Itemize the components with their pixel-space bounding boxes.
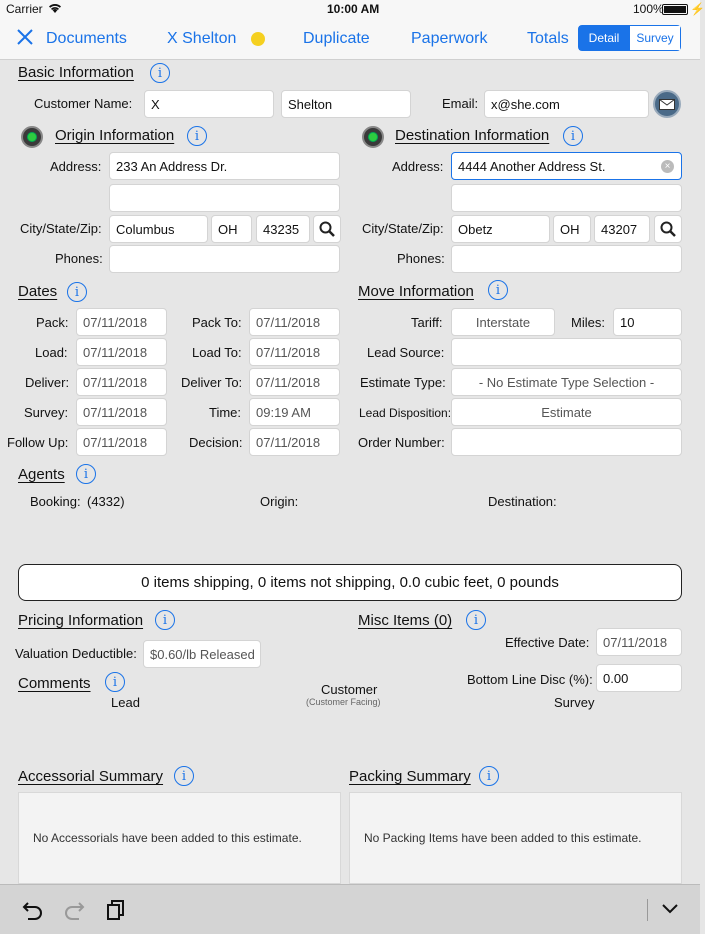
keyboard-shortcut-bar xyxy=(0,884,700,934)
toolbar-divider xyxy=(647,899,648,921)
load-date-field[interactable]: 07/11/2018 xyxy=(76,338,167,366)
origin-info-icon[interactable]: i xyxy=(187,126,207,146)
origin-city-field[interactable]: Columbus xyxy=(109,215,208,243)
origin-agent-label[interactable]: Origin: xyxy=(260,494,299,509)
packing-summary-box[interactable] xyxy=(349,792,682,884)
totals-link[interactable]: Totals xyxy=(527,30,569,47)
segment-detail[interactable]: Detail xyxy=(579,26,629,50)
lead-comment-tab[interactable]: Lead xyxy=(111,695,140,710)
basic-info-heading: Basic Information xyxy=(18,64,134,81)
survey-date-field[interactable]: 07/11/2018 xyxy=(76,398,167,426)
view-segmented-control xyxy=(578,25,681,51)
follow-up-label: Follow Up: xyxy=(7,435,69,450)
origin-phones-field[interactable] xyxy=(109,245,340,273)
packing-info-icon[interactable]: i xyxy=(479,766,499,786)
destination-heading: Destination Information xyxy=(395,127,550,144)
effective-date-field[interactable]: 07/11/2018 xyxy=(596,628,682,656)
shipping-summary-bar[interactable]: 0 items shipping, 0 items not shipping, 0.0 cubic feet, 0 pounds xyxy=(18,564,682,601)
booking-agent-label: Booking: xyxy=(30,494,81,509)
follow-up-date-field[interactable]: 07/11/2018 xyxy=(76,428,167,456)
pack-to-date-field[interactable]: 07/11/2018 xyxy=(249,308,340,336)
basic-info-icon[interactable]: i xyxy=(150,63,170,83)
dates-info-icon[interactable]: i xyxy=(67,282,87,302)
tariff-label: Tariff: xyxy=(411,315,443,330)
misc-info-icon[interactable]: i xyxy=(466,610,486,630)
dest-address2-field[interactable] xyxy=(451,184,682,212)
dest-address-label: Address: xyxy=(392,159,444,174)
tariff-field[interactable]: Interstate xyxy=(451,308,555,336)
dest-search-icon[interactable] xyxy=(654,215,682,243)
first-name-field[interactable]: X xyxy=(144,90,274,118)
dest-phones-field[interactable] xyxy=(451,245,682,273)
effective-date-label: Effective Date: xyxy=(505,635,590,650)
close-icon[interactable] xyxy=(16,28,34,49)
pack-date-field[interactable]: 07/11/2018 xyxy=(76,308,167,336)
origin-zip-field[interactable]: 43235 xyxy=(256,215,310,243)
status-dot xyxy=(251,32,265,46)
redo-icon[interactable] xyxy=(63,900,85,923)
pack-label: Pack: xyxy=(36,315,69,330)
deliver-label: Deliver: xyxy=(25,375,70,390)
origin-address-label: Address: xyxy=(50,159,102,174)
time-label: Time: xyxy=(209,405,242,420)
deliver-date-field[interactable]: 07/11/2018 xyxy=(76,368,167,396)
origin-search-icon[interactable] xyxy=(313,215,341,243)
lead-disposition-field[interactable]: Estimate xyxy=(451,398,682,426)
battery-percent: 100% xyxy=(633,2,664,16)
dest-state-field[interactable]: OH xyxy=(553,215,591,243)
lead-source-field[interactable] xyxy=(451,338,682,366)
dates-heading: Dates xyxy=(18,283,58,300)
charging-icon: ⚡ xyxy=(690,2,705,16)
bottom-line-disc-label: Bottom Line Disc (%): xyxy=(467,672,593,687)
bottom-line-disc-field[interactable]: 0.00 xyxy=(596,664,682,692)
dest-address1-field[interactable]: 4444 Another Address St. xyxy=(451,152,682,180)
accessorial-empty-message: No Accessorials have been added to this estimate. xyxy=(33,831,302,845)
comments-heading: Comments xyxy=(18,675,91,692)
carrier-label: Carrier xyxy=(6,2,43,16)
paste-icon[interactable] xyxy=(106,899,126,924)
miles-field[interactable]: 10 xyxy=(613,308,682,336)
dest-csz-label: City/State/Zip: xyxy=(362,221,444,236)
battery-icon xyxy=(662,4,688,15)
packing-summary-heading: Packing Summary xyxy=(349,768,471,785)
origin-address1-field[interactable]: 233 An Address Dr. xyxy=(109,152,340,180)
deliver-to-date-field[interactable]: 07/11/2018 xyxy=(249,368,340,396)
destination-info-icon[interactable]: i xyxy=(563,126,583,146)
move-info-icon[interactable]: i xyxy=(488,280,508,300)
origin-csz-label: City/State/Zip: xyxy=(20,221,102,236)
pricing-info-heading: Pricing Information xyxy=(18,612,144,629)
origin-address2-field[interactable] xyxy=(109,184,340,212)
chevron-down-icon[interactable] xyxy=(661,903,679,918)
decision-date-field[interactable]: 07/11/2018 xyxy=(249,428,340,456)
mail-icon[interactable] xyxy=(653,90,681,118)
origin-state-field[interactable]: OH xyxy=(211,215,252,243)
pricing-info-icon[interactable]: i xyxy=(155,610,175,630)
move-info-heading: Move Information xyxy=(358,283,474,300)
load-label: Load: xyxy=(35,345,68,360)
misc-items-heading: Misc Items (0) xyxy=(358,612,453,629)
decision-label: Decision: xyxy=(189,435,243,450)
dest-phones-label: Phones: xyxy=(397,251,445,266)
estimate-type-label: Estimate Type: xyxy=(360,375,446,390)
comments-info-icon[interactable]: i xyxy=(105,672,125,692)
undo-icon[interactable] xyxy=(22,900,44,923)
origin-camera-icon[interactable] xyxy=(21,126,43,148)
accessorial-summary-box[interactable] xyxy=(18,792,341,884)
lead-source-label: Lead Source: xyxy=(367,345,445,360)
customer-comment-tab[interactable]: Customer xyxy=(321,682,378,697)
order-number-label: Order Number: xyxy=(358,435,445,450)
dest-zip-field[interactable]: 43207 xyxy=(594,215,650,243)
survey-comment-tab[interactable]: Survey xyxy=(554,695,595,710)
origin-heading: Origin Information xyxy=(55,127,175,144)
email-label: Email: xyxy=(442,96,479,111)
customer-name-link[interactable]: X Shelton xyxy=(167,30,237,47)
customer-facing-note: (Customer Facing) xyxy=(306,697,381,707)
load-to-date-field[interactable]: 07/11/2018 xyxy=(249,338,340,366)
order-number-field[interactable] xyxy=(451,428,682,456)
survey-date-label: Survey: xyxy=(24,405,69,420)
valuation-field[interactable]: $0.60/lb Released xyxy=(143,640,261,668)
last-name-field[interactable]: Shelton xyxy=(281,90,411,118)
origin-phones-label: Phones: xyxy=(55,251,103,266)
packing-empty-message: No Packing Items have been added to this estimate. xyxy=(364,831,642,845)
survey-time-field[interactable]: 09:19 AM xyxy=(249,398,340,426)
pack-to-label: Pack To: xyxy=(192,315,242,330)
wifi-icon xyxy=(48,2,62,17)
agents-info-icon[interactable]: i xyxy=(76,464,96,484)
paperwork-link[interactable]: Paperwork xyxy=(411,30,488,47)
clear-field-icon[interactable]: × xyxy=(661,160,674,173)
customer-name-label: Customer Name: xyxy=(34,96,133,111)
nav-bar xyxy=(0,18,700,60)
estimate-type-field[interactable]: - No Estimate Type Selection - xyxy=(451,368,682,396)
valuation-label: Valuation Deductible: xyxy=(15,646,137,661)
clock: 10:00 AM xyxy=(327,2,380,16)
load-to-label: Load To: xyxy=(192,345,242,360)
accessorial-summary-heading: Accessorial Summary xyxy=(18,768,164,785)
email-field[interactable]: x@she.com xyxy=(484,90,649,118)
booking-agent-value[interactable]: (4332) xyxy=(87,494,125,509)
agents-heading: Agents xyxy=(18,466,65,483)
accessorial-info-icon[interactable]: i xyxy=(174,766,194,786)
deliver-to-label: Deliver To: xyxy=(181,375,243,390)
status-bar xyxy=(0,0,705,18)
miles-label: Miles: xyxy=(571,315,605,330)
documents-link[interactable]: Documents xyxy=(46,30,127,47)
destination-agent-label[interactable]: Destination: xyxy=(488,494,557,509)
lead-disposition-label: Lead Disposition: xyxy=(359,406,452,420)
dest-city-field[interactable]: Obetz xyxy=(451,215,550,243)
duplicate-link[interactable]: Duplicate xyxy=(303,30,370,47)
segment-survey[interactable]: Survey xyxy=(629,26,680,50)
destination-camera-icon[interactable] xyxy=(362,126,384,148)
